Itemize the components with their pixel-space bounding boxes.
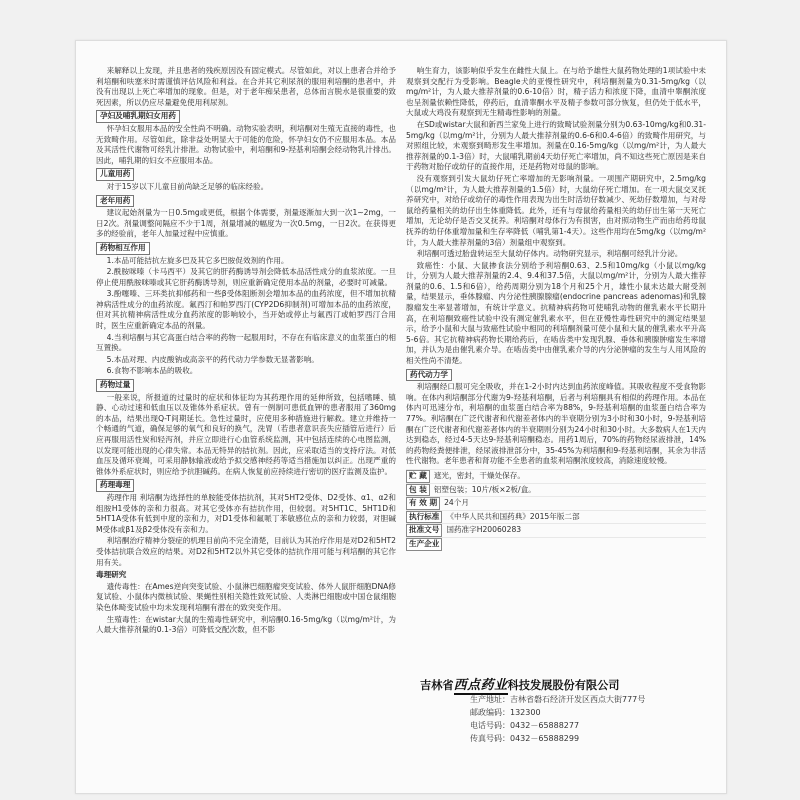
interaction-item: 1.本品可能拮抗左旋多巴及其它多巴胺促效剂的作用。 <box>106 255 289 265</box>
pharmacokinetics-text: 利培酮经口服可完全吸收，并在1-2小时内达到血药浓度峰值。其吸收程度不受食物影响。在体内利培酮部分代谢为9-羟基利培酮，后者与利培酮具有相似的药理作用。本品在体内可迅速分布，利培酮的血浆蛋白结合率为88%，9-羟基利培酮的血浆蛋白结合率为77%。利培酮在广泛代谢者和代谢差者体内的半衰期分别为3小时和30小时，9-羟基利培酮在广泛代谢者和代谢差者体内的半衰期则分别为24小时和30小时。大多数病人在1天内达到稳态，经过4-5天达9-羟基利培酮稳态。用药1周后，70%的药物经尿液排泄，14%的药物经粪便排泄，经尿液排泄部分中，35-45%为利培酮和9-羟基利培酮，其余为非活性代谢物。老年患者和肾功能不全患者的血浆利培酮浓度较高，消除速度较慢。 <box>406 382 706 466</box>
product-info-table <box>406 469 706 551</box>
section-header-pharmacology: 药理毒理 <box>96 479 396 492</box>
repro-toxicity-text: 响生育力，该影响似乎发生在雌性大鼠上。在与给予雄性大鼠药物处理的1项试验中未观察到交配行为受影响。Beagle犬的亚慢性研究中，利培酮剂量为0.31-5mg/kg（以mg/m²计，为人最大推荐剂量的0.6-10倍）时，精子活力和浓度下降，血清中睾酮浓度也呈剂量依赖性降低，停药后，血清睾酮水平及精子参数可部分恢复，但仍处于低水平，大鼠或大鸡没有观察到无生精毒性影响的剂量。 <box>406 66 706 118</box>
carcinogenicity-text: 致癌性：小鼠、大鼠掺食法分别给予利培酮0.63、2.5和10mg/kg（小鼠以mg/kg计，分别为人最大推荐剂量的2.4、9.4和37.5倍，大鼠以mg/m²计，分别为人最大推荐剂量的0.6、1.5和6倍），给药周期分别为18个月和25个月，雄性小鼠未达最大耐受剂量，结果显示，垂体腺瘤、内分泌性胰腺腺瘤(endocrine pancreas adenomas)和乳腺腺瘤发生率显著增加，有统计学意义。抗精神病药物可使哺乳动物的催乳素水平长期升高，在利培酮致癌性试验中没有测定催乳素水平，但在亚慢性毒性研究中的测定结果显示，给予小鼠和大鼠与致癌性试验中相同的利培酮剂量可使小鼠和大鼠的催乳素水平升高5-6倍。其它抗精神病药物长期给药后，在啮齿类中发现乳腺、垂体和胰腺肿瘤发生率增加，并认为是由催乳素介导。在啮齿类中由催乳素介导的内分泌肿瘤的发生与人用风险的相关性尚不清楚。 <box>406 260 706 366</box>
toxicology-text: 生殖毒性：在wistar大鼠的生殖毒性研究中，利培酮0.16-5mg/kg（以mg/m²计，为人最大推荐剂量的0.1-3倍）可降低交配次数，但不影 <box>96 614 396 635</box>
section-header-pregnancy: 孕妇及哺乳期妇女用药 <box>96 110 396 123</box>
teratogenicity-text: 在SD或wistar大鼠和新西兰家兔上进行的致畸试验剂量分别为0.63-10mg/kg和0.31-5mg/kg（以mg/m²计，分别为人最大推荐剂量的0.6-6和0.4-6倍）的致畸作用研究，与对照组比较，未观察到畸形发生率增加。剂量在0.16-5mg/kg（以mg/m²计，为人最大推荐剂量的0.1-3倍）时，大鼠哺乳期前4天幼仔死亡率增加，尚不知这些死亡原因是来自于药物对胎仔或幼仔的直接作用，还是药物对母鼠的影响。 <box>406 119 706 172</box>
company-prefix: 吉林省 <box>420 679 454 692</box>
section-header-elderly: 老年用药 <box>96 195 396 208</box>
elderly-text: 建议起始剂量为一日0.5mg或更低，根据个体需要，剂量逐渐加大到一次1~2mg，一日2次。剂量调整间隔应不少于1周，剂量增减的幅度为一次0.5mg，一日2次。在获得更多的经验前，老年人加量过程中应慎重。 <box>96 208 396 239</box>
info-row-standard: 执行标准 《中华人民共和国药典》2015年版二部 <box>406 510 706 524</box>
info-row-manufacturer: 生产企业 <box>406 537 706 551</box>
company-name <box>420 674 619 693</box>
interaction-item: 6.食物不影响本品的吸收。 <box>106 366 198 376</box>
section-header-children: 儿童用药 <box>96 168 396 181</box>
info-row-package: 包 装 铝塑包装；10片/板×2板/盒。 <box>406 483 706 497</box>
company-contact <box>470 693 645 745</box>
interaction-item: 3.酚噻嗪、三环类抗抑郁药和一些β受体阻断剂会增加本品的血药浓度，但不增加抗精神病活性成分的血药浓度。氟西汀和帕罗西汀(CYP2D6抑制剂)可增加本品的血药浓度，但对其抗精神病活性成分血药浓度的影响较小，当开始或停止与氟西汀或帕罗西汀合用时，医生应重新确定本品的剂量。 <box>96 289 396 331</box>
interaction-item: 5.本品对理、内皮酸钠或高亲平的药代动力学参数无显著影响。 <box>106 354 319 364</box>
info-row-approval: 批准文号 国药准字H20060283 <box>406 523 706 537</box>
section-header-overdose: 药物过量 <box>96 379 396 392</box>
phone-number: 电话号码：0432－65888277 <box>470 721 580 730</box>
intro-paragraph: 来解释以上发现，并且患者的残疾原因没有固定模式。尽管如此，对以上患者合并给予利培酮和呋塞米时需谨慎评估风险和利益。在合并其它利尿剂的服用利培酮的患者中，并没有出现以上死亡率增加的现象。但是，对于老年痴呆患者，总体而言脱水是很重要的致死因素，所以仍应尽量避免使用利尿剂。 <box>96 66 396 107</box>
left-column <box>96 66 396 637</box>
interaction-item: 4.当利培酮与其它高蛋白结合率的药物一起服用时，不存在有临床意义的血浆蛋白的相互置换。 <box>96 332 396 353</box>
interaction-item: 2.酰胺咪嗪（卡马西平）及其它的肝药酶诱导剂会降低本品活性成分的血浆浓度。一旦停止使用酰胺咪嗪或其它肝药酶诱导剂，则应重新确定使用本品的剂量，必要时可减量。 <box>96 267 396 287</box>
leaflet-sheet <box>75 40 727 794</box>
right-column <box>406 66 706 551</box>
postal-code: 邮政编码：132300 <box>470 708 541 717</box>
pharmacology-text: 药理作用 利培酮为选择性的单胺能受体拮抗剂，其对5HT2受体、D2受体、α1、α2和组胺H1受体的亲和力很高。对其它受体亦有拮抗作用，但较弱。对5HT1C、5HT1D和5HT1A受体有低到中度的亲和力，对D1受体和氟哌丁苯敏感位点的亲和力较弱，对胆碱M受体或β1及β2受体没有亲和力。 <box>96 492 396 534</box>
company-suffix: 科技发展股份有限公司 <box>507 679 620 692</box>
perinatal-text: 没有观察到引发大鼠幼仔死亡率增加的无影响剂量。一项围产期研究中，2.5mg/kg（以mg/m²计，为人最大推荐剂量的1.5倍）时，大鼠幼仔死亡增加。在一项大鼠交叉抚养研究中，对给仔或幼仔的毒性作用表现为出生时活幼仔数减少、死幼仔数增加，与对母鼠给药量相关的幼仔出生体重降低。此外，还有与母鼠给药量相关的幼仔出生第一天死亡增加，无论幼仔是否交叉抚养。利培酮对母体行为有损害，由对照动物生产而由给药母鼠抚养的幼仔体重增加量和生存率降低（哺乳第1-4天）。这些作用均在5mg/kg（以mg/m²计，为人最大推荐剂量的3倍）剂量组中观察到。 <box>406 173 706 247</box>
section-header-pharmacokinetics: 药代动力学 <box>406 369 706 382</box>
company-brand-logo: 西点药业 <box>453 678 508 693</box>
fax-number: 传真号码：0432－65888299 <box>470 734 580 743</box>
toxicology-text: 遗传毒性：在Ames逆向突变试验、小鼠淋巴细胞瘤突变试验、体外人鼠肝细胞DNA修复试验、小鼠体内微核试验、果蝇性别相关隐性致死试验、人类淋巴细胞或中国仓鼠细胞染色体畸变试验中均未发现利培酮有潜在的致突变作用。 <box>96 581 396 612</box>
children-text: 对于15岁以下儿童目前尚缺乏足够的临床经验。 <box>106 181 269 191</box>
pharmacology-text: 利培酮治疗精神分裂症的机理目前尚不完全清楚，目前认为其治疗作用是对D2和5HT2受体拮抗联合效应的结果。对D2和5HT2以外其它受体的拮抗作用可能与利培酮的其它作用有关。 <box>96 536 396 567</box>
overdose-text: 一般来说，所报道的过量时的症状和体征均为其药理作用的延伸所致，包括嗜睡、镇静、心动过速和低血压以及锥体外系症状。曾有一例制可患低血钾的患者服用了360mg的本品，结果出现Q-T间期延长。急性过量时，应使用多种措施进行解救。建立并维持一个畅通的气道，确保足够的氧气和良好的换气，洗胃（若患者意识丧失应插管后进行）后应再服用活性炭和轻泻剂，并应立即进行心血管系统监测，其中包括连续的心电图监测，以发现可能出现的心律失常。本品无特异的拮抗剂。因此，应采取适当的支持疗法。对低血压及循环衰竭，可采用静脉输液或给予拟交感神经药等适当措施加以纠正。出现严重的锥体外系症状时，则应给予抗胆碱药。在病人恢复前应持续进行密切的医疗监测及监护。 <box>96 392 396 476</box>
pregnancy-text: 怀孕妇女服用本品的安全性尚不明确。动物实验表明，利培酮对生殖无直接的毒性，也无致畸作用。尽管如此，除非益处明显大于可能的危险，怀孕妇女仍不应服用本品。本品及其活性代谢物可经乳汁排泄。动物试验中，利培酮和9-羟基利培酮会经动物乳汁排出。因此，哺乳期的妇女不应服用本品。 <box>96 123 396 165</box>
placenta-text: 利培酮可透过胎盘转运至大鼠幼仔体内。动物研究显示，利培酮可经乳汁分泌。 <box>416 249 683 259</box>
section-header-interactions: 药物相互作用 <box>96 242 396 255</box>
production-address: 生产地址：吉林省磐石经济开发区西点大街777号 <box>470 695 646 704</box>
toxicology-heading: 毒理研究 <box>96 570 127 580</box>
info-row-validity: 有 效 期 24个月 <box>406 496 706 510</box>
info-row-storage: 贮 藏 遮光，密封，干燥处保存。 <box>406 469 706 483</box>
